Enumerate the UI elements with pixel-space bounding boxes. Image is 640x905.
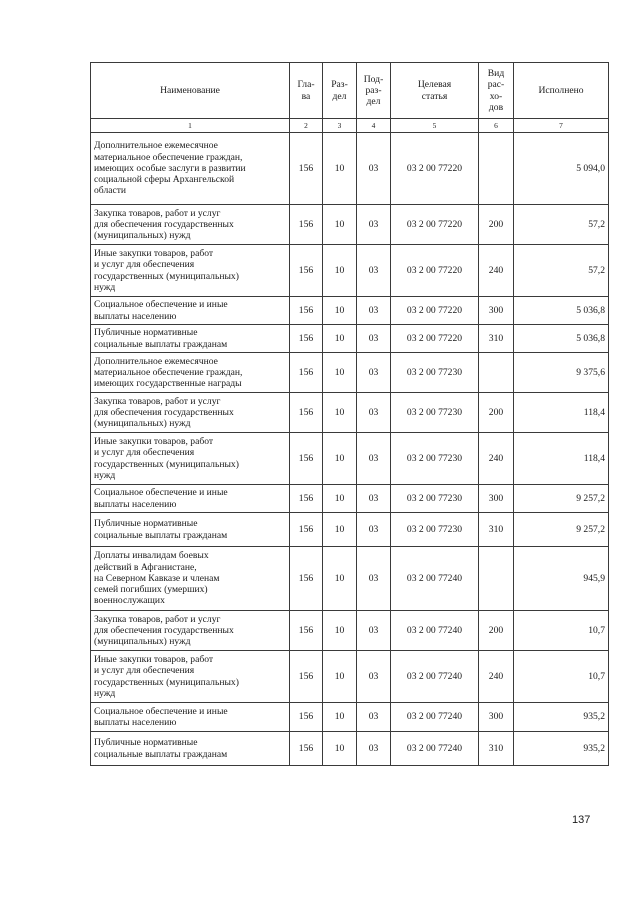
row-subsection: 03 — [357, 205, 391, 245]
row-expense-type: 200 — [479, 393, 514, 433]
row-subsection: 03 — [357, 513, 391, 547]
row-section: 10 — [323, 325, 357, 353]
row-chapter: 156 — [290, 393, 323, 433]
row-section: 10 — [323, 651, 357, 703]
row-name: Публичные нормативные социальные выплаты гражданам — [91, 732, 290, 766]
row-name: Доплаты инвалидам боевых действий в Афганистане, на Северном Кавказе и членам семей погибших (умерших) военнослужащих — [91, 547, 290, 611]
row-chapter: 156 — [290, 205, 323, 245]
header-target-article: Целевая статья — [391, 63, 479, 119]
row-name: Закупка товаров, работ и услуг для обеспечения государственных (муниципальных) нужд — [91, 611, 290, 651]
row-target-article: 03 2 00 77240 — [391, 547, 479, 611]
row-target-article: 03 2 00 77240 — [391, 732, 479, 766]
row-name: Иные закупки товаров, работ и услуг для обеспечения государственных (муниципальных) нужд — [91, 245, 290, 297]
table-row — [91, 732, 609, 766]
row-target-article: 03 2 00 77220 — [391, 245, 479, 297]
row-amount: 935,2 — [514, 732, 609, 766]
row-subsection: 03 — [357, 325, 391, 353]
row-amount: 9 257,2 — [514, 485, 609, 513]
column-number: 3 — [323, 119, 357, 133]
row-chapter: 156 — [290, 245, 323, 297]
row-expense-type: 300 — [479, 297, 514, 325]
table-row — [91, 393, 609, 433]
table-body — [91, 133, 609, 766]
header-expense-type: Вид рас- хо- дов — [479, 63, 514, 119]
row-target-article: 03 2 00 77220 — [391, 297, 479, 325]
row-name: Дополнительное ежемесячное материальное обеспечение граждан, имеющих особые заслуги в развитии социальной сферы Архангельской области — [91, 133, 290, 205]
row-amount: 57,2 — [514, 205, 609, 245]
row-subsection: 03 — [357, 485, 391, 513]
row-subsection: 03 — [357, 433, 391, 485]
row-section: 10 — [323, 245, 357, 297]
row-expense-type: 300 — [479, 485, 514, 513]
row-amount: 9 257,2 — [514, 513, 609, 547]
table-row — [91, 547, 609, 611]
header-executed: Исполнено — [514, 63, 609, 119]
row-target-article: 03 2 00 77240 — [391, 651, 479, 703]
column-number: 1 — [91, 119, 290, 133]
row-expense-type: 240 — [479, 651, 514, 703]
row-name: Публичные нормативные социальные выплаты гражданам — [91, 513, 290, 547]
header-name: Наименование — [91, 63, 290, 119]
row-section: 10 — [323, 205, 357, 245]
row-expense-type — [479, 133, 514, 205]
row-expense-type: 240 — [479, 433, 514, 485]
column-number: 4 — [357, 119, 391, 133]
column-number: 6 — [479, 119, 514, 133]
row-section: 10 — [323, 393, 357, 433]
row-expense-type: 310 — [479, 732, 514, 766]
row-name: Иные закупки товаров, работ и услуг для обеспечения государственных (муниципальных) нужд — [91, 433, 290, 485]
row-subsection: 03 — [357, 547, 391, 611]
table-header — [91, 63, 609, 133]
table-row — [91, 245, 609, 297]
table-row — [91, 651, 609, 703]
row-amount: 118,4 — [514, 433, 609, 485]
row-name: Закупка товаров, работ и услуг для обеспечения государственных (муниципальных) нужд — [91, 393, 290, 433]
row-subsection: 03 — [357, 353, 391, 393]
row-name: Социальное обеспечение и иные выплаты населению — [91, 703, 290, 732]
row-expense-type: 200 — [479, 611, 514, 651]
table-row — [91, 205, 609, 245]
row-section: 10 — [323, 513, 357, 547]
row-target-article: 03 2 00 77230 — [391, 353, 479, 393]
header-chapter: Гла- ва — [290, 63, 323, 119]
row-chapter: 156 — [290, 611, 323, 651]
row-chapter: 156 — [290, 133, 323, 205]
table-row — [91, 485, 609, 513]
row-expense-type — [479, 547, 514, 611]
row-target-article: 03 2 00 77220 — [391, 205, 479, 245]
row-expense-type: 310 — [479, 513, 514, 547]
row-section: 10 — [323, 547, 357, 611]
row-amount: 5 094,0 — [514, 133, 609, 205]
row-target-article: 03 2 00 77220 — [391, 325, 479, 353]
row-section: 10 — [323, 133, 357, 205]
row-amount: 10,7 — [514, 651, 609, 703]
row-subsection: 03 — [357, 297, 391, 325]
row-target-article: 03 2 00 77220 — [391, 133, 479, 205]
table-row — [91, 297, 609, 325]
row-amount: 57,2 — [514, 245, 609, 297]
row-expense-type — [479, 353, 514, 393]
row-chapter: 156 — [290, 297, 323, 325]
row-name: Социальное обеспечение и иные выплаты населению — [91, 485, 290, 513]
table-row — [91, 353, 609, 393]
row-amount: 935,2 — [514, 703, 609, 732]
row-expense-type: 240 — [479, 245, 514, 297]
table-row — [91, 325, 609, 353]
row-name: Закупка товаров, работ и услуг для обеспечения государственных (муниципальных) нужд — [91, 205, 290, 245]
row-amount: 945,9 — [514, 547, 609, 611]
row-name: Социальное обеспечение и иные выплаты населению — [91, 297, 290, 325]
row-chapter: 156 — [290, 353, 323, 393]
column-number: 7 — [514, 119, 609, 133]
row-subsection: 03 — [357, 651, 391, 703]
header-section: Раз- дел — [323, 63, 357, 119]
row-chapter: 156 — [290, 651, 323, 703]
row-chapter: 156 — [290, 433, 323, 485]
row-target-article: 03 2 00 77230 — [391, 485, 479, 513]
table-row — [91, 433, 609, 485]
row-target-article: 03 2 00 77230 — [391, 513, 479, 547]
row-chapter: 156 — [290, 547, 323, 611]
budget-table — [90, 62, 609, 766]
row-amount: 5 036,8 — [514, 325, 609, 353]
row-target-article: 03 2 00 77240 — [391, 611, 479, 651]
header-subsection: Под- раз- дел — [357, 63, 391, 119]
row-chapter: 156 — [290, 325, 323, 353]
row-target-article: 03 2 00 77230 — [391, 433, 479, 485]
row-chapter: 156 — [290, 732, 323, 766]
row-subsection: 03 — [357, 703, 391, 732]
row-expense-type: 300 — [479, 703, 514, 732]
row-amount: 10,7 — [514, 611, 609, 651]
row-amount: 9 375,6 — [514, 353, 609, 393]
row-amount: 118,4 — [514, 393, 609, 433]
column-number: 2 — [290, 119, 323, 133]
row-section: 10 — [323, 433, 357, 485]
row-amount: 5 036,8 — [514, 297, 609, 325]
table-row — [91, 611, 609, 651]
row-subsection: 03 — [357, 393, 391, 433]
row-target-article: 03 2 00 77230 — [391, 393, 479, 433]
column-number-row — [91, 119, 609, 133]
row-section: 10 — [323, 732, 357, 766]
row-section: 10 — [323, 485, 357, 513]
column-number: 5 — [391, 119, 479, 133]
table-row — [91, 133, 609, 205]
row-chapter: 156 — [290, 703, 323, 732]
row-name: Публичные нормативные социальные выплаты гражданам — [91, 325, 290, 353]
row-section: 10 — [323, 353, 357, 393]
row-name: Иные закупки товаров, работ и услуг для обеспечения государственных (муниципальных) нужд — [91, 651, 290, 703]
page-number: 137 — [572, 814, 591, 826]
table-row — [91, 703, 609, 732]
row-subsection: 03 — [357, 133, 391, 205]
row-subsection: 03 — [357, 611, 391, 651]
row-expense-type: 200 — [479, 205, 514, 245]
row-subsection: 03 — [357, 245, 391, 297]
row-section: 10 — [323, 703, 357, 732]
row-subsection: 03 — [357, 732, 391, 766]
table-row — [91, 513, 609, 547]
row-section: 10 — [323, 611, 357, 651]
row-section: 10 — [323, 297, 357, 325]
row-name: Дополнительное ежемесячное материальное обеспечение граждан, имеющих государственные награды — [91, 353, 290, 393]
row-chapter: 156 — [290, 513, 323, 547]
row-target-article: 03 2 00 77240 — [391, 703, 479, 732]
row-expense-type: 310 — [479, 325, 514, 353]
row-chapter: 156 — [290, 485, 323, 513]
